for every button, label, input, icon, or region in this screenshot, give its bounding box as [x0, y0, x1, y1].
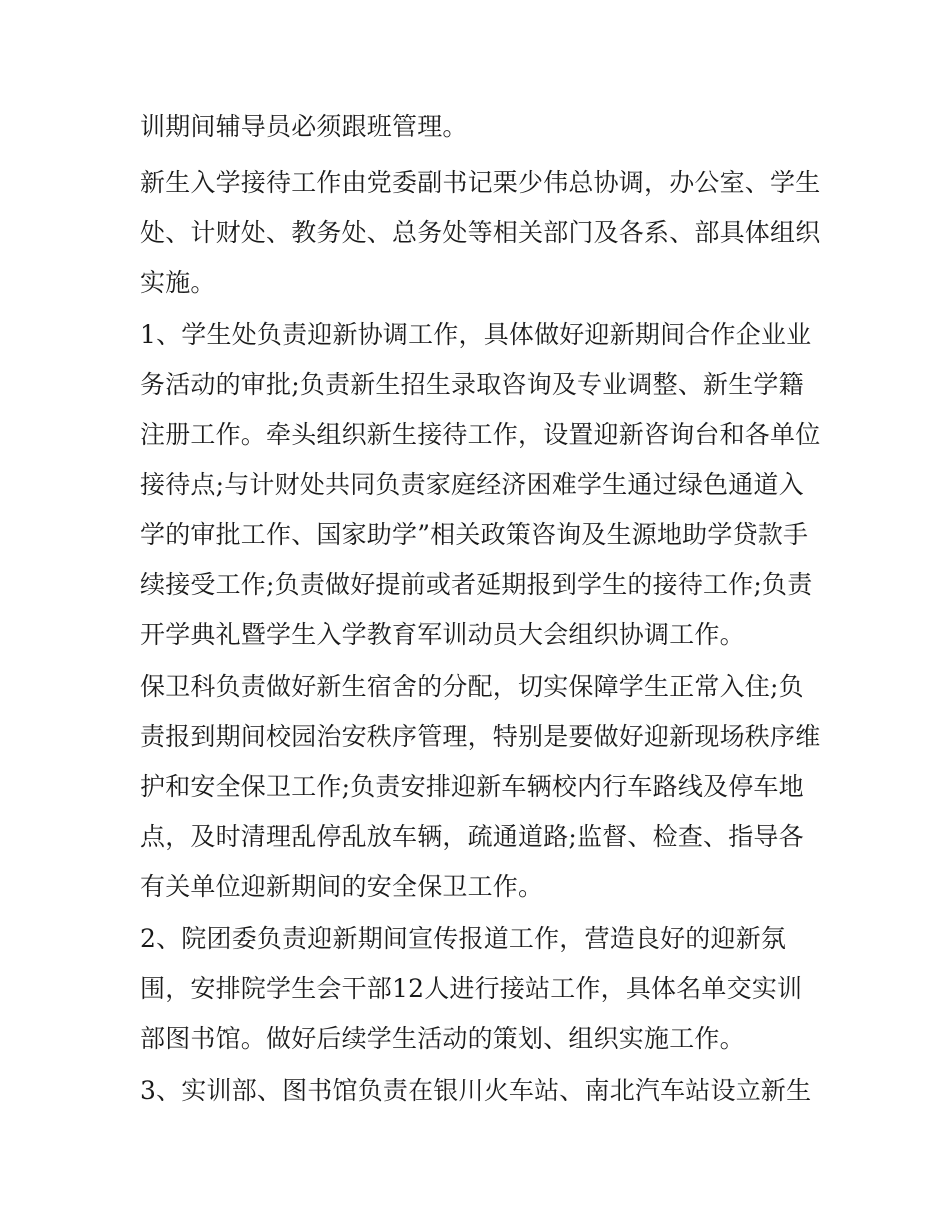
text-line: 开学典礼暨学生入学教育军训动员大会组织协调工作。 — [140, 620, 745, 649]
text-line: 部图书馆。做好后续学生活动的策划、组织实施工作。 — [140, 1024, 745, 1053]
text-line: 责报到期间校园治安秩序管理，特别是要做好迎新现场秩序维 — [140, 722, 821, 751]
text-line: 注册工作。牵头组织新生接待工作，设置迎新咨询台和各单位 — [140, 420, 821, 449]
text-line: 续接受工作;负责做好提前或者延期报到学生的接待工作;负责 — [140, 570, 813, 599]
text-line: 2、院团委负责迎新期间宣传报道工作，营造良好的迎新氛 — [140, 924, 787, 953]
text-line: 有关单位迎新期间的安全保卫工作。 — [140, 872, 544, 901]
text-line: 1、学生处负责迎新协调工作，具体做好迎新期间合作企业业 — [140, 320, 812, 349]
text-line: 保卫科负责做好新生宿舍的分配，切实保障学生正常入住;负 — [140, 672, 804, 701]
text-line: 处、计财处、教务处、总务处等相关部门及各系、部具体组织 — [140, 218, 821, 247]
text-line: 学的审批工作、国家助学”相关政策咨询及生源地助学贷款手 — [140, 520, 809, 549]
text-line: 接待点;与计财处共同负责家庭经济困难学生通过绿色通道入 — [140, 470, 804, 499]
text-line: 实施。 — [140, 268, 216, 297]
text-line: 护和安全保卫工作;负责安排迎新车辆校内行车路线及停车地 — [140, 772, 804, 801]
text-line: 围，安排院学生会干部12人进行接站工作，具体名单交实训 — [140, 974, 803, 1003]
text-line: 点，及时清理乱停乱放车辆，疏通道路;监督、检查、指导各 — [140, 822, 804, 851]
text-line: 务活动的审批;负责新生招生录取咨询及专业调整、新生学籍 — [140, 370, 804, 399]
text-line: 新生入学接待工作由党委副书记栗少伟总协调，办公室、学生 — [140, 168, 821, 197]
text-line: 训期间辅导员必须跟班管理。 — [140, 112, 468, 141]
text-line: 3、实训部、图书馆负责在银川火车站、南北汽车站设立新生 — [140, 1076, 812, 1105]
